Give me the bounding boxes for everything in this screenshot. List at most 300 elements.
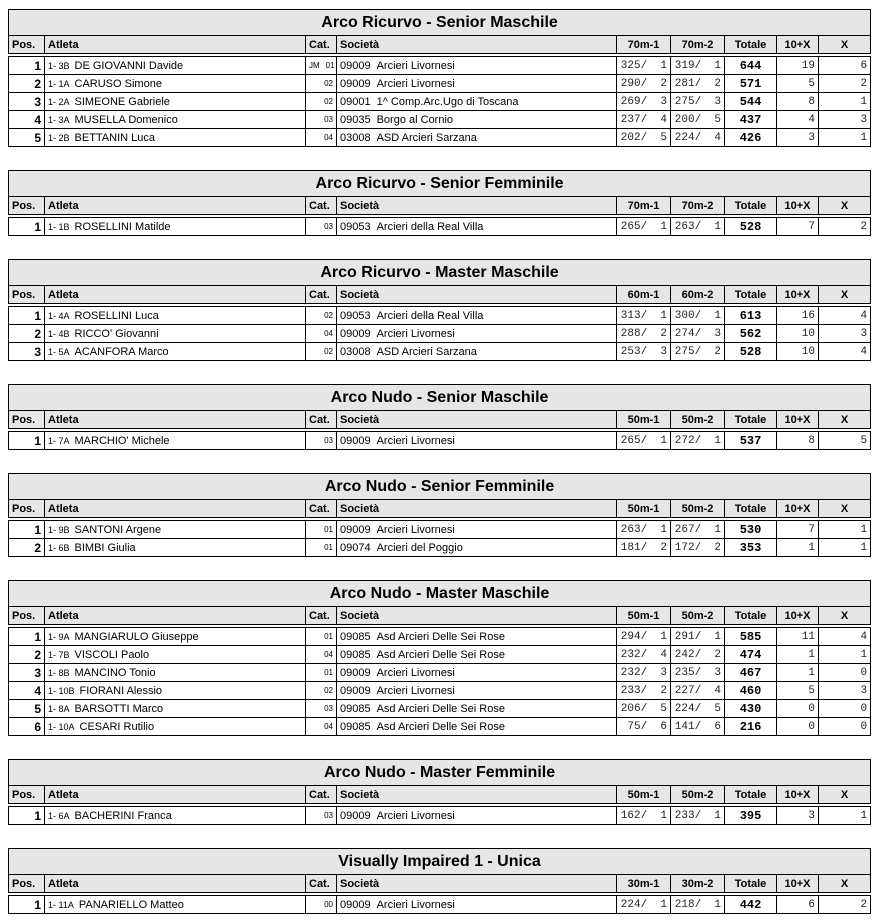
ten-x-count: 1 bbox=[777, 646, 819, 664]
x-count: 5 bbox=[819, 432, 871, 450]
header-societa: Società bbox=[337, 875, 617, 893]
category-code: 02 bbox=[324, 347, 333, 356]
results-table bbox=[8, 759, 871, 825]
position-cell: 5 bbox=[9, 129, 45, 147]
total-score: 216 bbox=[725, 718, 777, 736]
target-number: 1- 6A bbox=[48, 810, 70, 821]
target-number: 1- 10A bbox=[48, 721, 75, 732]
distance-1-score: 202/ 5 bbox=[617, 129, 671, 147]
position-cell: 1 bbox=[9, 896, 45, 914]
category-class: JM bbox=[309, 61, 320, 70]
category-code: 04 bbox=[324, 329, 333, 338]
athlete-name: MARCHIO' Michele bbox=[74, 434, 170, 447]
section-gap bbox=[8, 736, 870, 759]
target-number: 1- 4A bbox=[48, 310, 70, 321]
club-name: Arcieri Livornesi bbox=[376, 327, 455, 340]
ten-x-count: 8 bbox=[777, 432, 819, 450]
club-code: 09085 bbox=[340, 702, 371, 715]
total-score: 530 bbox=[725, 521, 777, 539]
category-cell bbox=[306, 218, 337, 236]
total-score: 437 bbox=[725, 111, 777, 129]
category-code: 02 bbox=[324, 686, 333, 695]
target-number: 1- 5A bbox=[48, 346, 70, 357]
header-distance-1: 50m-1 bbox=[617, 786, 671, 804]
category-code: 01 bbox=[325, 61, 335, 70]
header-x: X bbox=[819, 286, 871, 304]
category-cell bbox=[306, 93, 337, 111]
athlete-name: RICCO' Giovanni bbox=[74, 327, 159, 340]
ten-x-count: 6 bbox=[777, 896, 819, 914]
distance-2-score: 141/ 6 bbox=[671, 718, 725, 736]
results-table bbox=[8, 9, 871, 147]
athlete-cell bbox=[45, 129, 306, 147]
category-code: 01 bbox=[324, 668, 333, 677]
club-cell bbox=[337, 111, 617, 129]
athlete-cell bbox=[45, 628, 306, 646]
header-distance-1: 60m-1 bbox=[617, 286, 671, 304]
header-distance-1: 50m-1 bbox=[617, 411, 671, 429]
column-header-row bbox=[9, 607, 871, 625]
athlete-name: PANARIELLO Matteo bbox=[78, 898, 184, 911]
club-name: Arcieri della Real Villa bbox=[376, 309, 484, 322]
category-code: 03 bbox=[324, 704, 333, 713]
column-header-row bbox=[9, 36, 871, 54]
category-code: 01 bbox=[324, 632, 333, 641]
club-cell bbox=[337, 646, 617, 664]
results-document bbox=[8, 9, 870, 914]
athlete-name: BETTANIN Luca bbox=[74, 131, 156, 144]
header-cat: Cat. bbox=[306, 875, 337, 893]
athlete-name: MANGIARULO Giuseppe bbox=[74, 630, 199, 643]
target-number: 1- 8A bbox=[48, 703, 70, 714]
position-cell: 1 bbox=[9, 218, 45, 236]
header-atleta: Atleta bbox=[45, 786, 306, 804]
results-table bbox=[8, 259, 871, 361]
target-number: 1- 1B bbox=[48, 221, 70, 232]
section-gap bbox=[8, 450, 870, 473]
club-code: 09085 bbox=[340, 648, 371, 661]
category-code: 03 bbox=[324, 222, 333, 231]
club-name: Arcieri Livornesi bbox=[376, 59, 455, 72]
club-cell bbox=[337, 700, 617, 718]
results-table bbox=[8, 384, 871, 450]
athlete-cell bbox=[45, 343, 306, 361]
table-row bbox=[9, 343, 871, 361]
results-table bbox=[8, 473, 871, 557]
header-pos: Pos. bbox=[9, 875, 45, 893]
table-row bbox=[9, 682, 871, 700]
header-totale: Totale bbox=[725, 36, 777, 54]
column-header-row bbox=[9, 786, 871, 804]
club-cell bbox=[337, 896, 617, 914]
club-code: 09085 bbox=[340, 630, 371, 643]
header-cat: Cat. bbox=[306, 500, 337, 518]
header-cat: Cat. bbox=[306, 286, 337, 304]
section-title: Arco Ricurvo - Senior Maschile bbox=[9, 10, 871, 36]
table-row bbox=[9, 218, 871, 236]
header-10x: 10+X bbox=[777, 286, 819, 304]
category-cell bbox=[306, 57, 337, 75]
athlete-name: FIORANI Alessio bbox=[79, 684, 163, 697]
category-cell bbox=[306, 75, 337, 93]
category-cell bbox=[306, 646, 337, 664]
section-title-row bbox=[9, 849, 871, 875]
category-cell bbox=[306, 111, 337, 129]
athlete-cell bbox=[45, 432, 306, 450]
distance-1-score: 232/ 3 bbox=[617, 664, 671, 682]
ten-x-count: 5 bbox=[777, 682, 819, 700]
athlete-cell bbox=[45, 93, 306, 111]
header-10x: 10+X bbox=[777, 875, 819, 893]
club-name: Arcieri Livornesi bbox=[376, 434, 455, 447]
header-distance-2: 50m-2 bbox=[671, 500, 725, 518]
athlete-cell bbox=[45, 718, 306, 736]
club-name: Arcieri Livornesi bbox=[376, 809, 455, 822]
category-code: 04 bbox=[324, 722, 333, 731]
club-cell bbox=[337, 718, 617, 736]
distance-1-score: 253/ 3 bbox=[617, 343, 671, 361]
athlete-name: SIMEONE Gabriele bbox=[74, 95, 170, 108]
distance-2-score: 291/ 1 bbox=[671, 628, 725, 646]
header-10x: 10+X bbox=[777, 786, 819, 804]
category-code: 02 bbox=[324, 79, 333, 88]
x-count: 4 bbox=[819, 628, 871, 646]
target-number: 1- 1A bbox=[48, 78, 70, 89]
category-cell bbox=[306, 682, 337, 700]
position-cell: 4 bbox=[9, 111, 45, 129]
club-code: 09009 bbox=[340, 809, 371, 822]
header-x: X bbox=[819, 411, 871, 429]
x-count: 0 bbox=[819, 664, 871, 682]
distance-2-score: 275/ 2 bbox=[671, 343, 725, 361]
total-score: 430 bbox=[725, 700, 777, 718]
club-cell bbox=[337, 343, 617, 361]
header-cat: Cat. bbox=[306, 197, 337, 215]
position-cell: 1 bbox=[9, 521, 45, 539]
position-cell: 1 bbox=[9, 628, 45, 646]
club-code: 09009 bbox=[340, 77, 371, 90]
category-cell bbox=[306, 664, 337, 682]
x-count: 0 bbox=[819, 718, 871, 736]
column-header-row bbox=[9, 286, 871, 304]
position-cell: 1 bbox=[9, 807, 45, 825]
header-10x: 10+X bbox=[777, 607, 819, 625]
athlete-cell bbox=[45, 682, 306, 700]
table-row bbox=[9, 111, 871, 129]
total-score: 353 bbox=[725, 539, 777, 557]
ten-x-count: 19 bbox=[777, 57, 819, 75]
section-title-row bbox=[9, 760, 871, 786]
club-name: Arcieri Livornesi bbox=[376, 666, 455, 679]
athlete-cell bbox=[45, 111, 306, 129]
total-score: 426 bbox=[725, 129, 777, 147]
category-cell bbox=[306, 432, 337, 450]
header-x: X bbox=[819, 197, 871, 215]
target-number: 1- 11A bbox=[48, 899, 74, 910]
header-societa: Società bbox=[337, 500, 617, 518]
ten-x-count: 7 bbox=[777, 521, 819, 539]
distance-1-score: 237/ 4 bbox=[617, 111, 671, 129]
club-cell bbox=[337, 521, 617, 539]
header-atleta: Atleta bbox=[45, 411, 306, 429]
x-count: 6 bbox=[819, 57, 871, 75]
position-cell: 2 bbox=[9, 539, 45, 557]
distance-1-score: 162/ 1 bbox=[617, 807, 671, 825]
distance-1-score: 233/ 2 bbox=[617, 682, 671, 700]
header-atleta: Atleta bbox=[45, 875, 306, 893]
section-gap bbox=[8, 147, 870, 170]
section-title: Arco Nudo - Senior Femminile bbox=[9, 474, 871, 500]
header-pos: Pos. bbox=[9, 286, 45, 304]
header-atleta: Atleta bbox=[45, 197, 306, 215]
column-header-row bbox=[9, 500, 871, 518]
header-totale: Totale bbox=[725, 875, 777, 893]
club-code: 09009 bbox=[340, 59, 371, 72]
target-number: 1- 10B bbox=[48, 685, 75, 696]
category-cell bbox=[306, 343, 337, 361]
target-number: 1- 8B bbox=[48, 667, 70, 678]
athlete-name: ACANFORA Marco bbox=[74, 345, 169, 358]
header-totale: Totale bbox=[725, 786, 777, 804]
target-number: 1- 9A bbox=[48, 631, 70, 642]
position-cell: 4 bbox=[9, 682, 45, 700]
target-number: 1- 6B bbox=[48, 542, 70, 553]
section-title: Arco Ricurvo - Master Maschile bbox=[9, 260, 871, 286]
header-cat: Cat. bbox=[306, 607, 337, 625]
header-distance-2: 50m-2 bbox=[671, 411, 725, 429]
ten-x-count: 1 bbox=[777, 664, 819, 682]
target-number: 1- 9B bbox=[48, 524, 70, 535]
table-row bbox=[9, 521, 871, 539]
section-gap bbox=[8, 557, 870, 580]
header-pos: Pos. bbox=[9, 607, 45, 625]
club-name: Asd Arcieri Delle Sei Rose bbox=[376, 648, 505, 661]
table-row bbox=[9, 129, 871, 147]
column-header-row bbox=[9, 875, 871, 893]
athlete-name: SANTONI Argene bbox=[74, 523, 162, 536]
section-title: Arco Ricurvo - Senior Femminile bbox=[9, 171, 871, 197]
table-row bbox=[9, 57, 871, 75]
distance-2-score: 227/ 4 bbox=[671, 682, 725, 700]
table-row bbox=[9, 807, 871, 825]
results-table bbox=[8, 580, 871, 736]
section-title-row bbox=[9, 581, 871, 607]
athlete-cell bbox=[45, 807, 306, 825]
header-atleta: Atleta bbox=[45, 36, 306, 54]
ten-x-count: 0 bbox=[777, 700, 819, 718]
position-cell: 3 bbox=[9, 343, 45, 361]
header-pos: Pos. bbox=[9, 500, 45, 518]
header-totale: Totale bbox=[725, 411, 777, 429]
ten-x-count: 4 bbox=[777, 111, 819, 129]
header-pos: Pos. bbox=[9, 786, 45, 804]
x-count: 1 bbox=[819, 129, 871, 147]
athlete-cell bbox=[45, 646, 306, 664]
x-count: 2 bbox=[819, 75, 871, 93]
club-name: Borgo al Cornio bbox=[376, 113, 454, 126]
club-name: Arcieri della Real Villa bbox=[376, 220, 484, 233]
header-totale: Totale bbox=[725, 197, 777, 215]
category-code: 02 bbox=[324, 97, 333, 106]
total-score: 460 bbox=[725, 682, 777, 700]
athlete-name: BARSOTTI Marco bbox=[74, 702, 164, 715]
table-row bbox=[9, 325, 871, 343]
ten-x-count: 7 bbox=[777, 218, 819, 236]
club-name: ASD Arcieri Sarzana bbox=[376, 131, 477, 144]
distance-2-score: 200/ 5 bbox=[671, 111, 725, 129]
total-score: 585 bbox=[725, 628, 777, 646]
x-count: 0 bbox=[819, 700, 871, 718]
athlete-name: ROSELLINI Matilde bbox=[74, 220, 171, 233]
table-row bbox=[9, 718, 871, 736]
club-name: Arcieri Livornesi bbox=[376, 77, 455, 90]
club-cell bbox=[337, 75, 617, 93]
table-row bbox=[9, 646, 871, 664]
total-score: 644 bbox=[725, 57, 777, 75]
club-code: 09009 bbox=[340, 666, 371, 679]
target-number: 1- 2B bbox=[48, 132, 70, 143]
table-row bbox=[9, 307, 871, 325]
athlete-cell bbox=[45, 57, 306, 75]
club-name: Asd Arcieri Delle Sei Rose bbox=[376, 720, 505, 733]
header-x: X bbox=[819, 607, 871, 625]
distance-1-score: 181/ 2 bbox=[617, 539, 671, 557]
x-count: 3 bbox=[819, 111, 871, 129]
category-code: 01 bbox=[324, 543, 333, 552]
distance-1-score: 206/ 5 bbox=[617, 700, 671, 718]
ten-x-count: 10 bbox=[777, 343, 819, 361]
distance-1-score: 269/ 3 bbox=[617, 93, 671, 111]
distance-1-score: 313/ 1 bbox=[617, 307, 671, 325]
header-distance-2: 50m-2 bbox=[671, 786, 725, 804]
ten-x-count: 11 bbox=[777, 628, 819, 646]
distance-2-score: 233/ 1 bbox=[671, 807, 725, 825]
header-atleta: Atleta bbox=[45, 500, 306, 518]
position-cell: 2 bbox=[9, 646, 45, 664]
results-table bbox=[8, 170, 871, 236]
header-10x: 10+X bbox=[777, 500, 819, 518]
athlete-cell bbox=[45, 521, 306, 539]
total-score: 562 bbox=[725, 325, 777, 343]
club-name: Arcieri Livornesi bbox=[376, 898, 455, 911]
section-title-row bbox=[9, 474, 871, 500]
header-totale: Totale bbox=[725, 500, 777, 518]
distance-1-score: 224/ 1 bbox=[617, 896, 671, 914]
x-count: 1 bbox=[819, 521, 871, 539]
club-code: 09009 bbox=[340, 523, 371, 536]
distance-2-score: 272/ 1 bbox=[671, 432, 725, 450]
athlete-name: CARUSO Simone bbox=[74, 77, 162, 90]
ten-x-count: 16 bbox=[777, 307, 819, 325]
total-score: 442 bbox=[725, 896, 777, 914]
category-code: 01 bbox=[324, 525, 333, 534]
distance-1-score: 294/ 1 bbox=[617, 628, 671, 646]
header-societa: Società bbox=[337, 286, 617, 304]
club-cell bbox=[337, 93, 617, 111]
header-distance-1: 70m-1 bbox=[617, 197, 671, 215]
club-cell bbox=[337, 432, 617, 450]
x-count: 1 bbox=[819, 93, 871, 111]
header-distance-1: 70m-1 bbox=[617, 36, 671, 54]
total-score: 544 bbox=[725, 93, 777, 111]
x-count: 2 bbox=[819, 218, 871, 236]
header-x: X bbox=[819, 786, 871, 804]
club-code: 09074 bbox=[340, 541, 371, 554]
club-cell bbox=[337, 682, 617, 700]
distance-2-score: 275/ 3 bbox=[671, 93, 725, 111]
header-x: X bbox=[819, 36, 871, 54]
header-pos: Pos. bbox=[9, 197, 45, 215]
category-code: 02 bbox=[324, 311, 333, 320]
table-row bbox=[9, 628, 871, 646]
header-atleta: Atleta bbox=[45, 607, 306, 625]
header-distance-2: 50m-2 bbox=[671, 607, 725, 625]
header-distance-1: 30m-1 bbox=[617, 875, 671, 893]
total-score: 613 bbox=[725, 307, 777, 325]
ten-x-count: 5 bbox=[777, 75, 819, 93]
section-title-row bbox=[9, 385, 871, 411]
distance-1-score: 232/ 4 bbox=[617, 646, 671, 664]
category-cell bbox=[306, 700, 337, 718]
distance-1-score: 265/ 1 bbox=[617, 218, 671, 236]
club-cell bbox=[337, 539, 617, 557]
distance-1-score: 288/ 2 bbox=[617, 325, 671, 343]
athlete-name: BACHERINI Franca bbox=[74, 809, 172, 822]
category-code: 00 bbox=[324, 900, 333, 909]
x-count: 1 bbox=[819, 807, 871, 825]
table-row bbox=[9, 93, 871, 111]
athlete-cell bbox=[45, 218, 306, 236]
club-code: 09009 bbox=[340, 684, 371, 697]
header-societa: Società bbox=[337, 36, 617, 54]
table-row bbox=[9, 664, 871, 682]
header-cat: Cat. bbox=[306, 411, 337, 429]
header-societa: Società bbox=[337, 197, 617, 215]
category-cell bbox=[306, 129, 337, 147]
table-row bbox=[9, 539, 871, 557]
club-code: 09053 bbox=[340, 220, 371, 233]
header-totale: Totale bbox=[725, 607, 777, 625]
header-societa: Società bbox=[337, 411, 617, 429]
athlete-cell bbox=[45, 307, 306, 325]
distance-1-score: 263/ 1 bbox=[617, 521, 671, 539]
ten-x-count: 8 bbox=[777, 93, 819, 111]
ten-x-count: 3 bbox=[777, 807, 819, 825]
table-row bbox=[9, 75, 871, 93]
distance-2-score: 267/ 1 bbox=[671, 521, 725, 539]
position-cell: 5 bbox=[9, 700, 45, 718]
club-code: 03008 bbox=[340, 131, 371, 144]
target-number: 1- 2A bbox=[48, 96, 70, 107]
category-cell bbox=[306, 325, 337, 343]
section-title: Arco Nudo - Master Femminile bbox=[9, 760, 871, 786]
athlete-cell bbox=[45, 75, 306, 93]
x-count: 1 bbox=[819, 646, 871, 664]
club-cell bbox=[337, 218, 617, 236]
distance-2-score: 218/ 1 bbox=[671, 896, 725, 914]
section-gap bbox=[8, 361, 870, 384]
ten-x-count: 0 bbox=[777, 718, 819, 736]
athlete-name: MANCINO Tonio bbox=[74, 666, 156, 679]
category-cell bbox=[306, 539, 337, 557]
header-x: X bbox=[819, 500, 871, 518]
club-cell bbox=[337, 57, 617, 75]
distance-1-score: 265/ 1 bbox=[617, 432, 671, 450]
position-cell: 2 bbox=[9, 75, 45, 93]
header-10x: 10+X bbox=[777, 36, 819, 54]
athlete-cell bbox=[45, 896, 306, 914]
target-number: 1- 7B bbox=[48, 649, 70, 660]
